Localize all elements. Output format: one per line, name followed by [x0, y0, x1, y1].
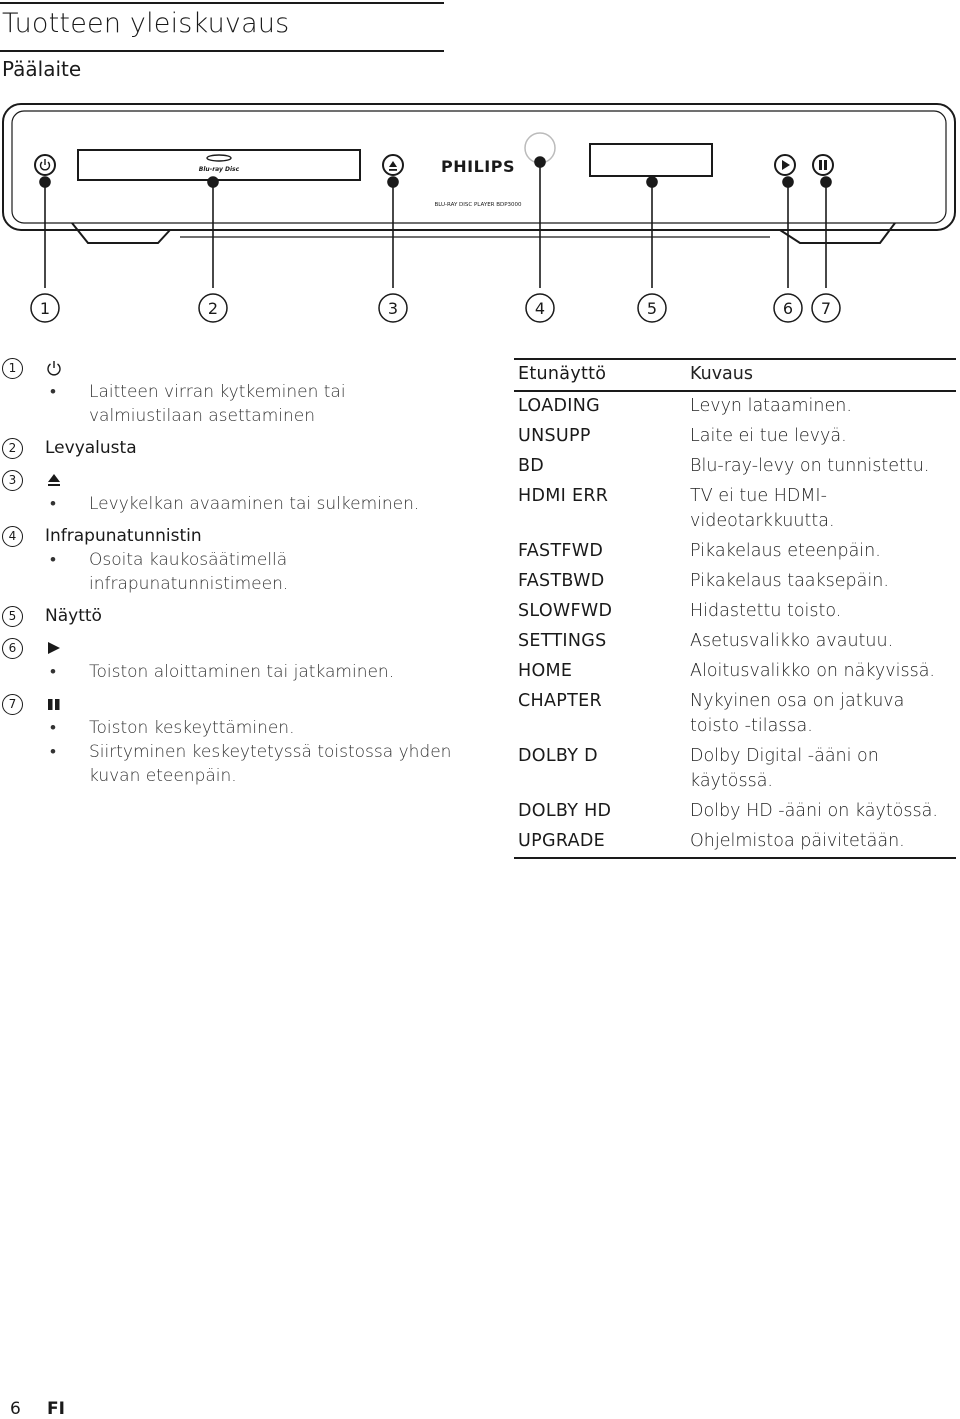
message-description: Levyn lataaminen.: [690, 396, 852, 416]
svg-text:3: 3: [387, 299, 399, 318]
callout-6: [774, 294, 802, 322]
legend-bullet: • Toiston aloittaminen tai jatkaminen.: [45, 660, 452, 684]
table-row: [514, 422, 956, 452]
legend-item-4: [2, 524, 452, 596]
page-title: Tuotteen yleiskuvaus: [2, 8, 290, 39]
model-label: BLU-RAY DISC PLAYER BDP3000: [434, 202, 522, 208]
message-description: TV ei tue HDMI-videotarkkuutta.: [690, 486, 835, 531]
bluray-logo: [199, 155, 240, 173]
table-row: [514, 392, 956, 422]
table-row: [514, 627, 956, 657]
legend-title: Levyalusta: [45, 438, 137, 458]
front-display-status-table: [514, 358, 956, 859]
legend-icon-row: [45, 356, 452, 380]
message-description: Ohjelmistoa päivitetään.: [690, 831, 905, 851]
display-message: DOLBY D: [518, 746, 598, 766]
svg-text:2: 2: [207, 299, 219, 318]
power-icon: [40, 159, 49, 170]
pause-icon: [819, 160, 827, 170]
svg-text:1: 1: [39, 299, 51, 318]
display-message: FASTFWD: [518, 541, 604, 561]
legend-bullet: • Levykelkan avaaminen tai sulkeminen.: [45, 492, 452, 516]
section-subtitle: Päälaite: [2, 57, 82, 81]
legend-bullet: • Osoita kaukosäätimellä infrapunatunnistimeen.: [45, 548, 452, 596]
display-message: UPGRADE: [518, 831, 605, 851]
table-row: [514, 687, 956, 742]
legend-bullet: • Siirtyminen keskeytetyssä toistossa yhden kuvan eteenpäin.: [45, 740, 452, 788]
table-row: [514, 537, 956, 567]
component-legend: [2, 356, 452, 788]
display-message: SLOWFWD: [518, 601, 613, 621]
column-header-description: Kuvaus: [690, 364, 753, 384]
message-description: Laite ei tue levyä.: [690, 426, 847, 446]
eject-icon: [389, 161, 397, 171]
table-row: [514, 797, 956, 827]
callout-4: [526, 294, 554, 322]
legend-bullet: • Laitteen virran kytkeminen tai valmiustilaan asettaminen: [45, 380, 452, 428]
callout-1: [31, 294, 59, 322]
message-description: Pikakelaus taaksepäin.: [690, 571, 889, 591]
callout-5: [638, 294, 666, 322]
legend-number: 1: [2, 358, 23, 379]
legend-item-6: [2, 636, 452, 684]
message-description: Pikakelaus eteenpäin.: [690, 541, 881, 561]
legend-number: 3: [2, 470, 23, 491]
message-description: Nykyinen osa on jatkuva toisto -tilassa.: [690, 691, 905, 736]
display-message: HDMI ERR: [518, 486, 609, 506]
display-message: SETTINGS: [518, 631, 607, 651]
table-row: [514, 597, 956, 627]
legend-item-5: [2, 604, 452, 628]
legend-number: 6: [2, 638, 23, 659]
svg-text:7: 7: [820, 299, 832, 318]
display-message: FASTBWD: [518, 571, 605, 591]
legend-item-2: [2, 436, 452, 460]
message-description: Blu-ray-levy on tunnistettu.: [690, 456, 930, 476]
table-row: [514, 827, 956, 859]
callout-2: [199, 294, 227, 322]
display-message: BD: [518, 456, 545, 476]
power-icon: [45, 356, 63, 380]
brand-logo: PHILIPS: [441, 157, 515, 176]
legend-number: 5: [2, 606, 23, 627]
legend-number: 2: [2, 438, 23, 459]
message-description: Dolby Digital -ääni on käytössä.: [690, 746, 879, 791]
table-row: [514, 567, 956, 597]
top-rule: [0, 2, 444, 4]
table-row: [514, 657, 956, 687]
language-code: FI: [47, 1399, 65, 1419]
display-message: HOME: [518, 661, 573, 681]
message-description: Dolby HD -ääni on käytössä.: [690, 801, 938, 821]
page-number: 6: [10, 1399, 21, 1419]
display-message: LOADING: [518, 396, 600, 416]
play-icon: [45, 636, 63, 660]
column-header-display: Etunäyttö: [518, 364, 607, 384]
message-description: Hidastettu toisto.: [690, 601, 842, 621]
legend-bullet: • Toiston keskeyttäminen.: [45, 716, 452, 740]
legend-icon-row: [45, 468, 452, 492]
display-message: DOLBY HD: [518, 801, 612, 821]
table-row: [514, 452, 956, 482]
legend-icon-row: [45, 692, 452, 716]
legend-item-1: [2, 356, 452, 428]
svg-text:5: 5: [646, 299, 658, 318]
message-description: Aloitusvalikko on näkyvissä.: [690, 661, 935, 681]
display-message: UNSUPP: [518, 426, 591, 446]
title-rule: [0, 50, 444, 52]
callout-7: [812, 294, 840, 322]
legend-number: 7: [2, 694, 23, 715]
eject-icon: [45, 468, 63, 492]
display-message: CHAPTER: [518, 691, 602, 711]
display-window: [590, 144, 712, 176]
legend-item-3: [2, 468, 452, 516]
pause-button: [813, 155, 833, 175]
message-description: Asetusvalikko avautuu.: [690, 631, 894, 651]
table-row: [514, 482, 956, 537]
legend-icon-row: [45, 636, 452, 660]
pause-icon: [45, 692, 63, 716]
legend-title: Näyttö: [45, 606, 102, 626]
svg-text:Blu-ray Disc: Blu-ray Disc: [198, 166, 240, 173]
table-header-row: [514, 358, 956, 392]
device-front-panel-diagram: [0, 98, 960, 338]
legend-number: 4: [2, 526, 23, 547]
callout-numbers: [31, 294, 840, 322]
callout-3: [379, 294, 407, 322]
legend-item-7: [2, 692, 452, 788]
table-row: [514, 742, 956, 797]
play-icon: [782, 160, 790, 170]
svg-text:4: 4: [534, 299, 546, 318]
svg-text:6: 6: [782, 299, 794, 318]
legend-title: Infrapunatunnistin: [45, 526, 202, 546]
